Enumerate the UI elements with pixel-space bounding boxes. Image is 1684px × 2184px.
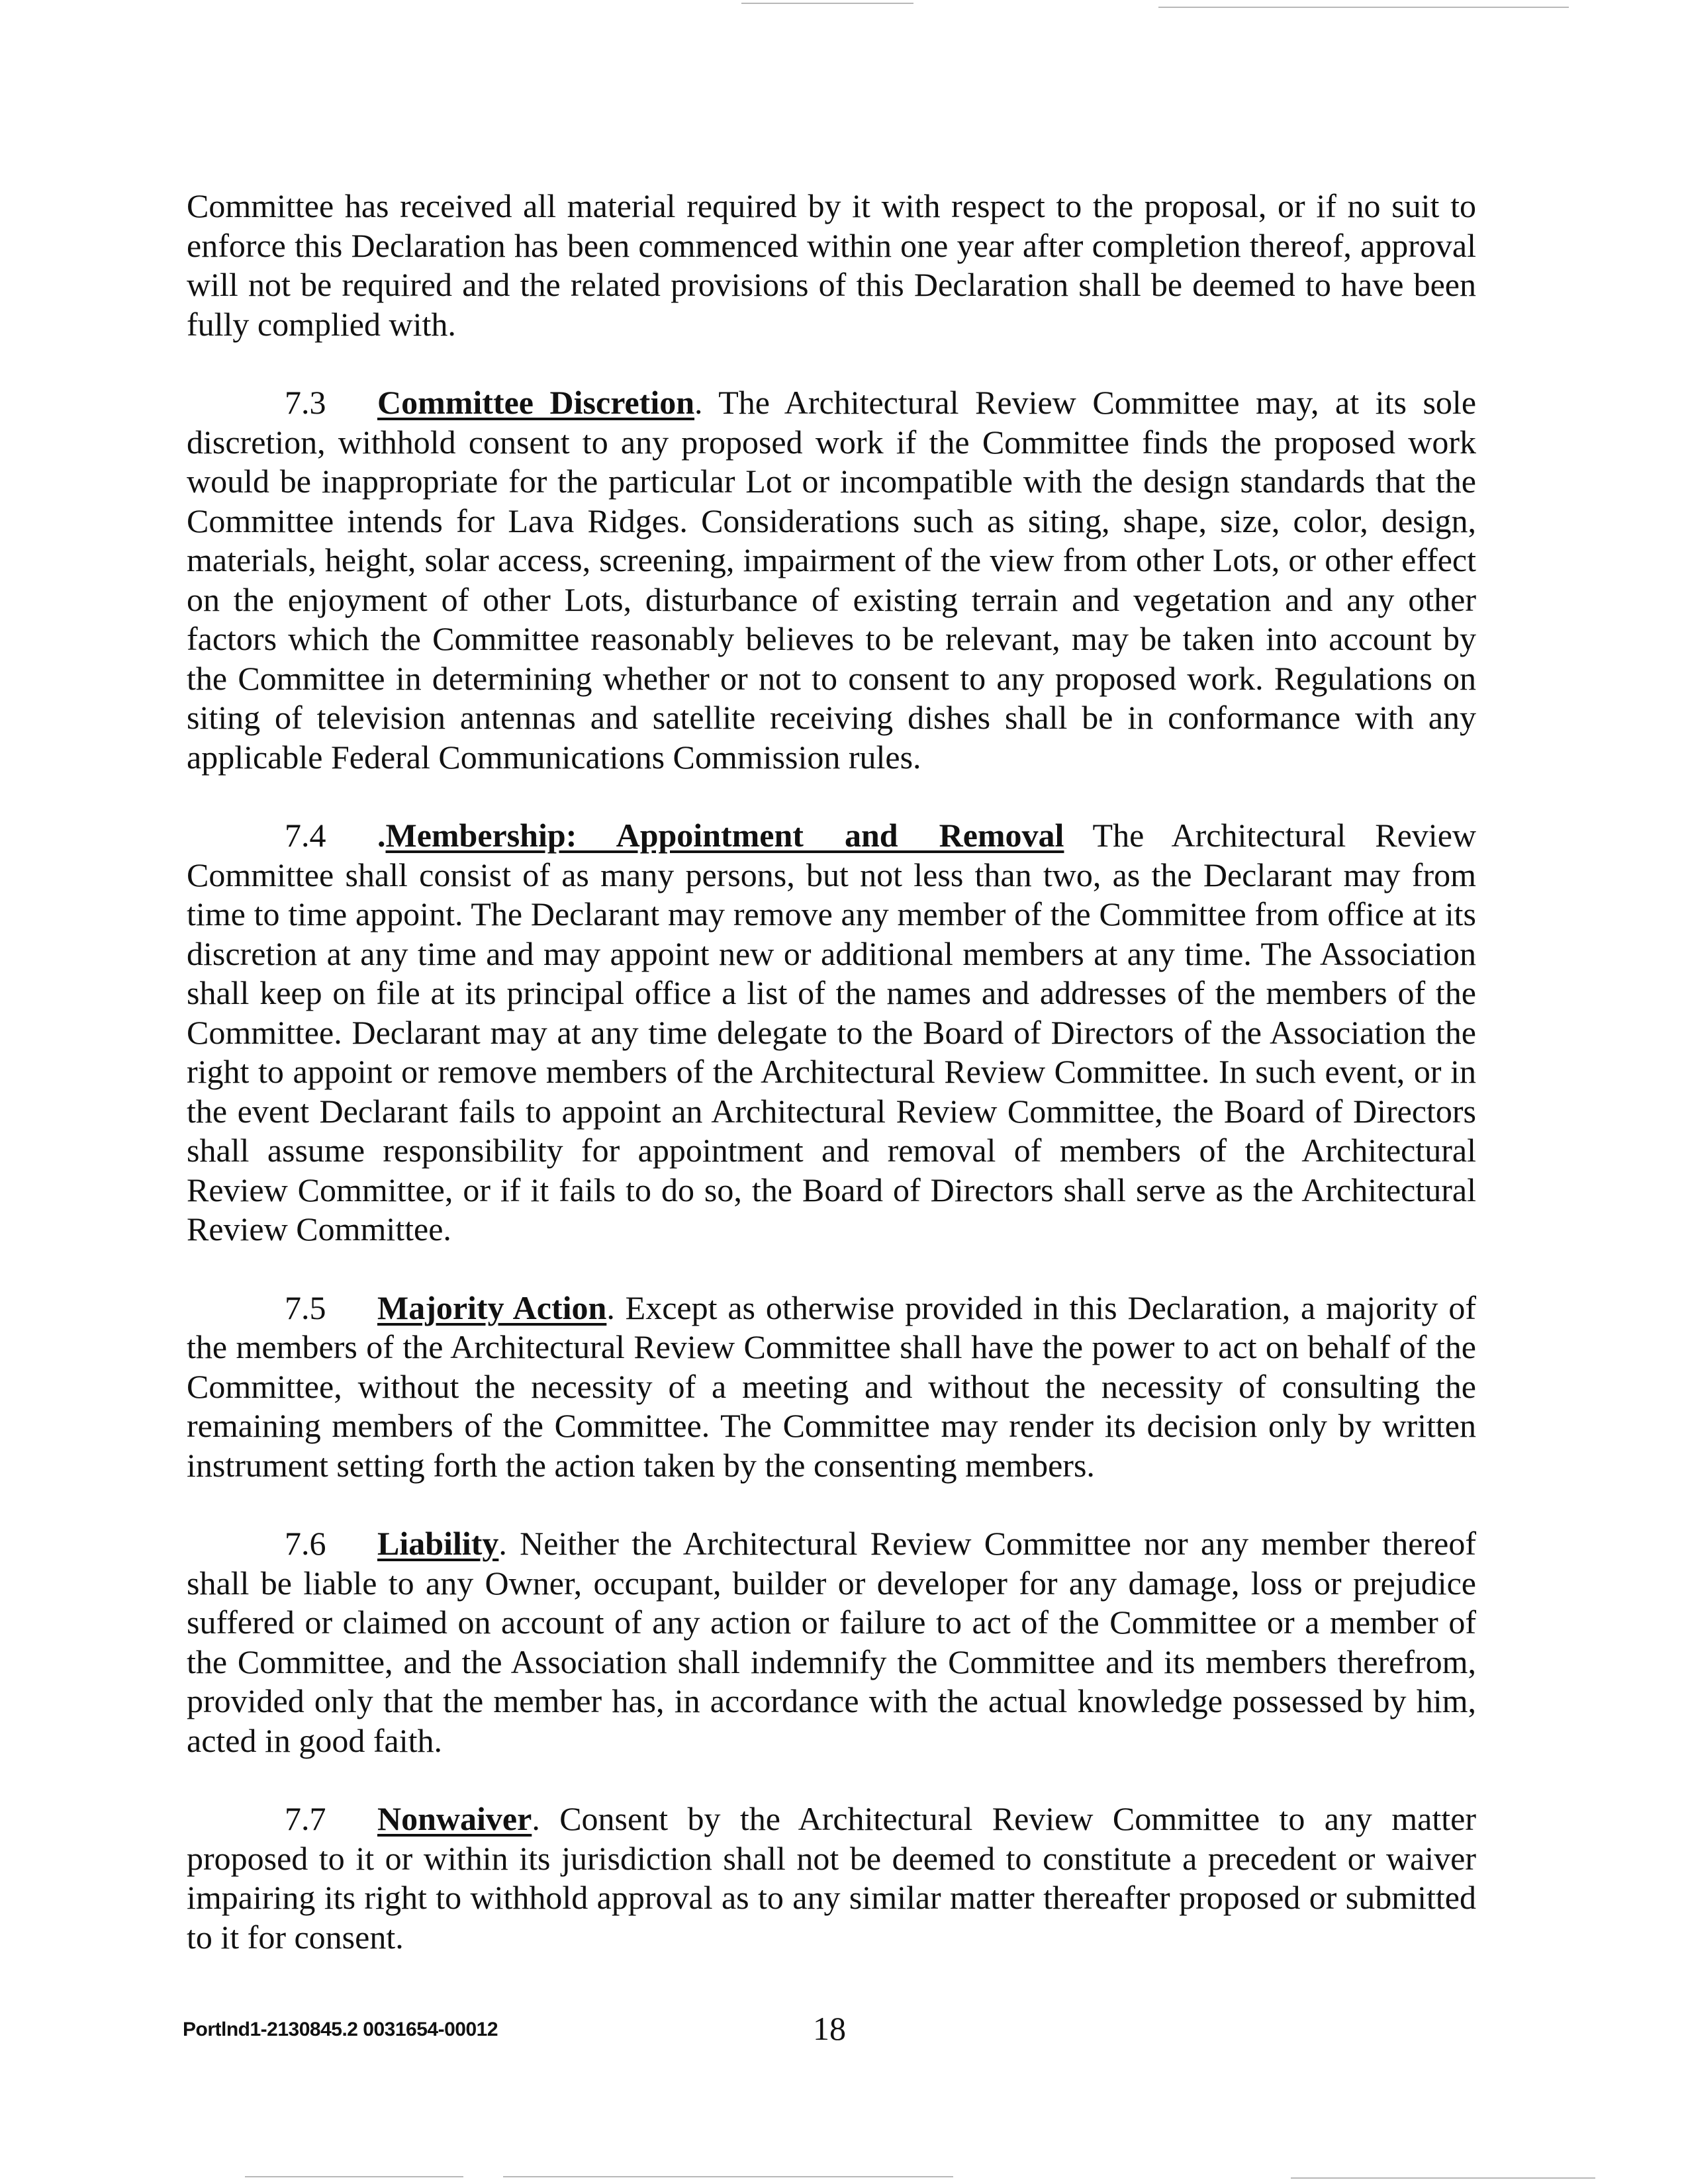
section-7-7: [187, 1799, 1476, 1957]
intro-paragraph: Committee has received all material required by it with respect to the proposal, or if no suit to enforce this Declaration has been commenced within one year after completion thereof, approval will not be required and the related provisions of this Declaration shall be deemed to have been fully complied with.: [187, 187, 1476, 343]
scan-artifact-top: [741, 3, 913, 4]
section-number: 7.5: [285, 1289, 326, 1326]
scan-artifact-bottom-left: [245, 2176, 463, 2177]
section-heading: Membership: Appointment and Removal: [385, 817, 1064, 854]
section-body: The Architectural Review Committee may, at its sole discretion, withhold consent to any proposed work if the Committee finds the proposed work would be inappropriate for the particular Lot or incompatible with the design standards that the Committee intends for Lava Ridges. Considerations such as siting, shape, size, color, design, materials, height, solar access, screening, impairment of the view from other Lots, or other effect on the enjoyment of other Lots, disturbance of existing terrain and vegetation and any other factors which the Committee reasonably believes to be relevant, may be taken into account by the Committee in determining whether or not to consent to any proposed work. Regulations on siting of television antennas and satellite receiving dishes shall be in conformance with any applicable Federal Communications Commission rules.: [187, 384, 1477, 776]
heading-punctuation: .: [606, 1289, 615, 1326]
section-heading: Liability: [377, 1525, 499, 1562]
scan-artifact-bottom-right: [1291, 2177, 1595, 2179]
section-heading: Nonwaiver: [377, 1800, 532, 1837]
heading-punctuation: .: [498, 1525, 507, 1562]
section-7-5: [187, 1289, 1476, 1486]
section-7-3: [187, 383, 1476, 777]
section-number: 7.4: [285, 817, 326, 854]
section-number: 7.6: [285, 1525, 326, 1562]
scan-artifact-top-right: [1158, 7, 1569, 8]
section-heading: Committee Discretion: [377, 384, 695, 421]
section-7-6: [187, 1524, 1476, 1760]
section-body: Consent by the Architectural Review Committee to any matter proposed to it or within its jurisdiction shall not be deemed to constitute a precedent or waiver impairing its right to withhold approval as to any similar matter thereafter proposed or submitted to it for consent.: [187, 1800, 1476, 1956]
section-body: The Architectural Review Committee shall consist of as many persons, but not less than two, as the Declarant may from time to time appoint. The Declarant may remove any member of the Committee from office at its discretion at any time and may appoint new or additional members at any time. The Association shall keep on file at its principal office a list of the names and addresses of the members of the Committee. Declarant may at any time delegate to the Board of Directors of the Association the right to appoint or remove members of the Architectural Review Committee. In such event, or in the event Declarant fails to appoint an Architectural Review Committee, the Board of Directors shall assume responsibility for appointment and removal of members of the Architectural Review Committee, or if it fails to do so, the Board of Directors shall serve as the Architectural Review Committee.: [187, 817, 1476, 1248]
document-id: Portlnd1-2130845.2 0031654-00012: [183, 2019, 498, 2040]
scan-artifact-bottom-mid: [503, 2176, 953, 2177]
section-body: Except as otherwise provided in this Declaration, a majority of the members of the Architectural Review Committee shall have the power to act on behalf of the Committee, without the necessity of a meeting and without the necessity of consulting the remaining members of the Committee. The Committee may render its decision only by written instrument setting forth the action taken by the consenting members.: [187, 1289, 1476, 1484]
page-number: 18: [813, 2010, 846, 2047]
heading-prefix: .: [377, 817, 386, 854]
section-number: 7.7: [285, 1800, 326, 1837]
heading-punctuation: .: [532, 1800, 540, 1837]
section-number: 7.3: [285, 384, 326, 421]
section-body: Neither the Architectural Review Committee nor any member thereof shall be liable to any Owner, occupant, builder or developer for any damage, loss or prejudice suffered or claimed on account of any action or failure to act of the Committee or a member of the Committee, and the Association shall indemnify the Committee and its members therefrom, provided only that the member has, in accordance with the actual knowledge possessed by him, acted in good faith.: [187, 1525, 1476, 1759]
heading-punctuation: .: [694, 384, 703, 421]
document-body: [187, 187, 1476, 1996]
section-heading: Majority Action: [377, 1289, 607, 1326]
section-7-4: [187, 816, 1476, 1250]
